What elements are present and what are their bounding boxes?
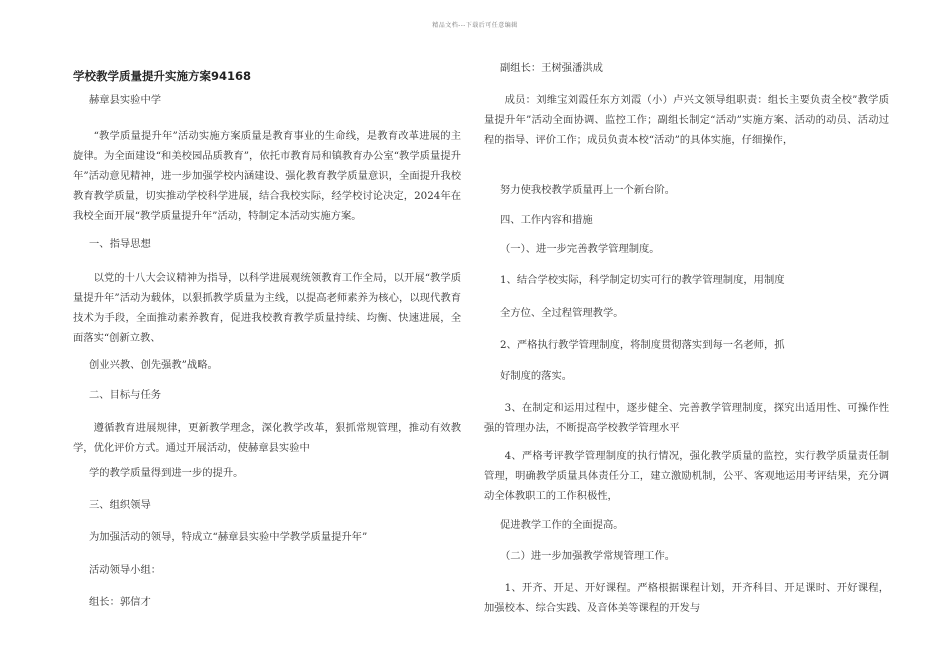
section2-continuation: 学的教学质量得到进一步的提升。 xyxy=(89,467,244,479)
quality-goal: 努力使我校教学质量再上一个新台阶。 xyxy=(500,184,676,196)
section3-body: 为加强活动的领导，特成立“赫章县实验中学教学质量提升年” xyxy=(89,531,368,543)
measure-item-5: 1、开齐、开足、开好课程。严格根据课程计划，开齐科目、开足课时、开好课程，加强校本、综合实践、及音体美等课程的开发与 xyxy=(484,582,889,614)
measure-item-2-continuation: 好制度的落实。 xyxy=(500,370,573,382)
section1-body: 以党的十八大会议精神为指导，以科学进展观统领教育工作全局，以开展“教学质量提升年”活动为载体，以狠抓教学质量为主线，以提高老师素养为核心，以现代教育技术为手段，全面推动素养教育，促进我校教育教学质量持续、均衡、快速进展，全面落实“创新立教、 xyxy=(73,272,461,344)
measure-item-1-continuation: 全方位、全过程管理教学。 xyxy=(500,307,624,319)
section2-heading: 二、目标与任务 xyxy=(89,389,162,401)
measure-item-3: 3、在制定和运用过程中，逐步健全、完善教学管理制度，探究出适用性、可操作性强的管理办法，不断提高学校教学管理水平 xyxy=(484,402,889,434)
group-leader: 组长：郭信才 xyxy=(89,596,151,608)
measure-item-2: 2、严格执行教学管理制度，将制度贯彻落实到每一名老师，抓 xyxy=(500,339,785,351)
measure-item-1: 1、结合学校实际，科学制定切实可行的教学管理制度，用制度 xyxy=(500,274,785,286)
section1-continuation: 创业兴教、创先强教”战略。 xyxy=(89,359,218,371)
section1-heading: 一、指导思想 xyxy=(89,238,151,250)
subsection2-heading: （二）进一步加强教学常规管理工作。 xyxy=(500,550,676,562)
members-and-duties: 成员：刘维宝刘霞任东方刘霞（小）卢兴文领导组职责：组长主要负责全校”教学质量提升年”活动全面协调、监控工作；副组长制定“活动”实施方案、活动的动员、活动过程的指导、评价工作；成员负责本校“活动”的具体实施，仔细操作， xyxy=(484,94,889,146)
section3-heading: 三、组织领导 xyxy=(89,499,151,511)
intro-paragraph: “教学质量提升年”活动实施方案质量是教育事业的生命线，是教育改革进展的主旋律。为全面建设“和美校园品质教育”，依托市教育局和镇教育办公室“教学质量提升年”活动意见精神，进一步加强学校内涵建设、强化教育教学质量意识，全面提升我校教育教学质量，切实推动学校科学进展，结合我校实际，经学校讨论决定，2024年在我校全面开展“教学质量提升年”活动，特制定本活动实施方案。 xyxy=(73,130,461,222)
section2-body: 遵循教育进展规律，更新教学理念，深化教学改革，狠抓常规管理，推动有效教学，优化评价方式。通过开展活动，使赫章县实验中 xyxy=(73,422,461,454)
deputy-leaders: 副组长：王树强潘洪成 xyxy=(500,62,603,74)
group-label: 活动领导小组： xyxy=(89,564,162,576)
subsection1-heading: （一）、进一步完善教学管理制度。 xyxy=(500,243,660,255)
measure-item-4-continuation: 促进教学工作的全面提高。 xyxy=(500,519,624,531)
school-name: 赫章县实验中学 xyxy=(89,94,162,106)
section4-heading: 四、工作内容和措施 xyxy=(500,214,593,226)
header-note: 精品文档---下载后可任意编辑 xyxy=(432,22,518,29)
document-title: 学校教学质量提升实施方案94168 xyxy=(73,69,252,83)
measure-item-4: 4、严格考评教学管理制度的执行情况，强化教学质量的监控，实行教学质量责任制管理，明确教学质量具体责任分工，建立激励机制，公平、客观地运用考评结果，充分调动全体教职工的工作积极性， xyxy=(484,450,889,502)
